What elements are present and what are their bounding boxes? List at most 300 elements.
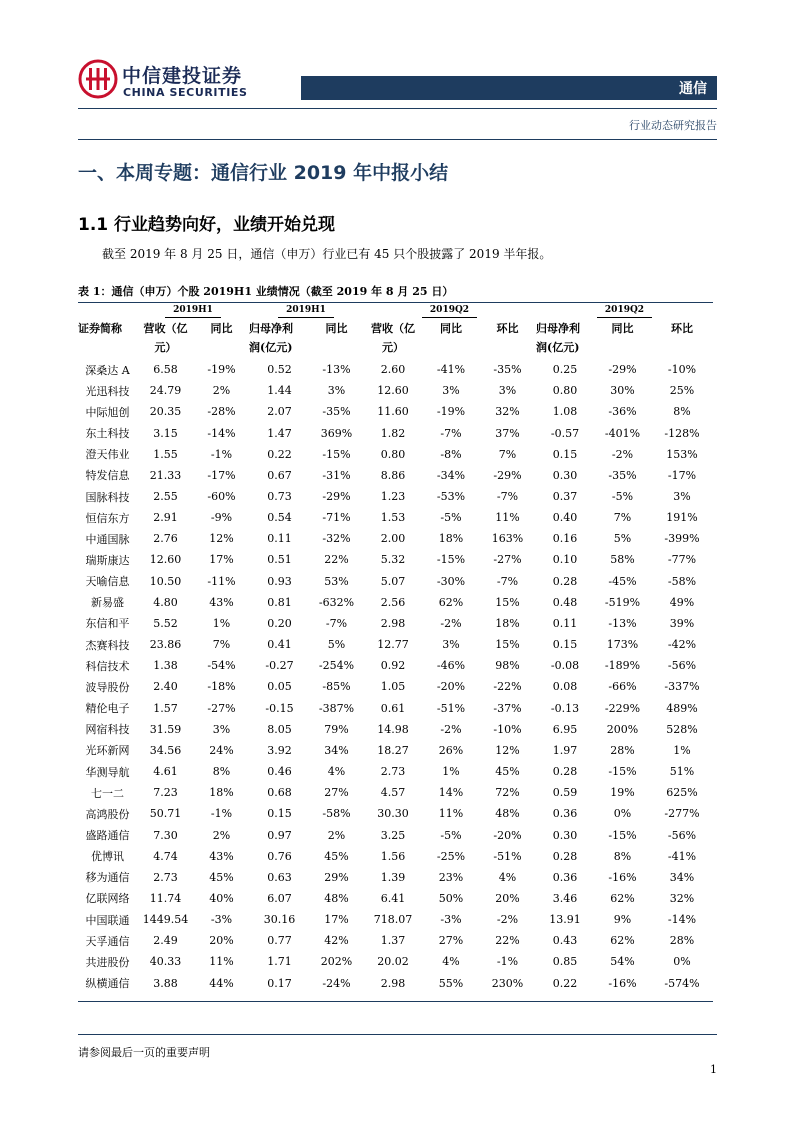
table-cell: 28% — [669, 934, 695, 948]
table-cell: 72% — [495, 786, 520, 800]
table-cell: 0.68 — [267, 786, 292, 800]
table-cell: -19% — [207, 363, 236, 377]
table-cell: -10% — [493, 722, 522, 736]
table-cell: -229% — [604, 701, 641, 715]
table-cell: 17% — [324, 913, 349, 927]
table-cell: 0.30 — [552, 828, 578, 842]
table-cell: 0.25 — [552, 363, 578, 377]
table-cell: 39% — [669, 616, 695, 630]
table-cell: 5% — [327, 638, 346, 652]
table-cell: -9% — [210, 511, 233, 525]
table-row — [78, 676, 713, 697]
stock-name-cell: 深桑达 A — [85, 363, 130, 377]
table-cell: 23.86 — [149, 638, 182, 652]
table-row — [78, 824, 713, 845]
table-row — [78, 359, 713, 380]
table-cell: 32% — [669, 891, 695, 905]
table-cell: -3% — [440, 913, 462, 927]
table-cell: 3% — [442, 638, 460, 652]
column-header — [594, 319, 651, 359]
column-header-line: 元） — [154, 341, 177, 354]
table-cell: 45% — [209, 870, 234, 884]
table-cell: 62% — [610, 934, 635, 948]
table-cell: 0.11 — [267, 532, 292, 546]
table-cell: 1.97 — [552, 743, 578, 757]
group-label: 2019H1 — [137, 304, 249, 319]
table-cell: 15% — [495, 638, 520, 652]
table-cell: 0.17 — [267, 976, 292, 990]
column-header-line: 环比 — [671, 322, 693, 335]
stock-name-cell: 光环新网 — [85, 744, 130, 758]
table-cell: -15% — [322, 447, 351, 461]
table-cell: 20.35 — [149, 405, 182, 419]
footer-divider — [78, 1034, 717, 1035]
table-cell: 32% — [495, 405, 520, 419]
table-cell: 14.98 — [377, 722, 409, 736]
table-cell: 0.15 — [552, 638, 578, 652]
table-cell: -387% — [318, 701, 355, 715]
table-cell: 489% — [666, 701, 698, 715]
table-cell: 11% — [495, 511, 520, 525]
table-cell: 625% — [666, 786, 698, 800]
column-header-line: 元） — [382, 341, 404, 354]
table-cell: 3.92 — [267, 743, 292, 757]
subsection-heading: 1.1 行业趋势向好，业绩开始兑现 — [78, 215, 336, 235]
table-cell: 29% — [324, 870, 349, 884]
table-cell: -20% — [493, 828, 522, 842]
table-cell: 0.81 — [267, 595, 292, 609]
column-header-line: 同比 — [611, 322, 634, 335]
table-cell: 49% — [669, 595, 695, 609]
table-cell: 43% — [209, 849, 234, 863]
table-cell: 0.85 — [552, 955, 578, 969]
table-cell: 12.60 — [377, 384, 409, 398]
section-heading: 一、本周专题：通信行业 2019 年中报小结 — [78, 162, 449, 184]
table-cell: 0.22 — [267, 447, 292, 461]
table-row — [78, 867, 713, 888]
table-cell: -2% — [440, 722, 462, 736]
table-cell: -1% — [496, 955, 519, 969]
table-cell: -35% — [493, 363, 522, 377]
table-cell: 0.54 — [267, 511, 292, 525]
table-cell: 0.73 — [267, 490, 292, 504]
table-cell: 45% — [324, 849, 349, 863]
table-cell: -254% — [318, 659, 355, 673]
table-cell: 18% — [438, 532, 464, 546]
table-cell: 3.25 — [380, 828, 406, 842]
table-cell: 13.91 — [549, 913, 581, 927]
table-cell: 0.20 — [267, 616, 292, 630]
table-cell: -277% — [664, 807, 700, 821]
table-cell: -77% — [667, 553, 697, 567]
table-cell: 0.10 — [552, 553, 578, 567]
table-cell: 19% — [610, 786, 635, 800]
table-cell: 3% — [442, 384, 460, 398]
table-top-rule — [78, 302, 713, 303]
table-cell: 7% — [212, 638, 231, 652]
table-cell: 23% — [438, 870, 464, 884]
table-cell: 2% — [212, 384, 231, 398]
table-cell: 24% — [209, 743, 234, 757]
table-cell: 2.98 — [380, 976, 406, 990]
table-cell: 2.73 — [153, 870, 178, 884]
table-cell: -20% — [436, 680, 466, 694]
table-cell: 30.30 — [377, 807, 409, 821]
table-cell: -7% — [496, 574, 519, 588]
table-cell: 4.74 — [153, 849, 178, 863]
table-cell: -14% — [207, 426, 236, 440]
table-cell: -42% — [667, 638, 697, 652]
table-cell: 0.52 — [267, 363, 292, 377]
table-cell: 0.80 — [380, 447, 406, 461]
table-cell: 6.95 — [552, 722, 578, 736]
table-cell: 8% — [613, 849, 632, 863]
table-cell: 24.79 — [149, 384, 182, 398]
stock-name-cell: 光迅科技 — [85, 384, 130, 398]
table-cell: -399% — [664, 532, 700, 546]
stock-name-cell: 中际旭创 — [85, 405, 130, 419]
table-row — [78, 740, 713, 761]
table-cell: 20% — [495, 891, 520, 905]
table-cell: 0.93 — [267, 574, 292, 588]
table-cell: -10% — [667, 363, 697, 377]
table-cell: 1.23 — [380, 490, 406, 504]
company-logo — [78, 59, 248, 103]
table-cell: 26% — [438, 743, 464, 757]
column-header — [423, 319, 479, 359]
table-cell: 0.67 — [267, 468, 292, 482]
table-cell: -189% — [604, 659, 641, 673]
citic-logo-icon — [78, 59, 118, 99]
table-cell: 0.05 — [267, 680, 292, 694]
table-cell: 58% — [610, 553, 635, 567]
table-row — [78, 930, 713, 951]
table-cell: -15% — [436, 553, 466, 567]
table-cell: 40% — [209, 891, 234, 905]
table-cell: 191% — [666, 511, 698, 525]
table-cell: -36% — [608, 405, 637, 419]
table-cell: -24% — [322, 976, 351, 990]
table-cell: 230% — [491, 976, 524, 990]
table-cell: -29% — [493, 468, 522, 482]
table-row — [78, 422, 713, 443]
table-cell: 62% — [438, 595, 464, 609]
table-cell: 0.08 — [552, 680, 578, 694]
table-cell: 50.71 — [149, 807, 182, 821]
table-cell: -5% — [611, 490, 634, 504]
table-cell: -2% — [496, 913, 519, 927]
table-cell: 1% — [673, 743, 691, 757]
column-header — [536, 319, 594, 359]
table-cell: 48% — [495, 807, 520, 821]
table-cell: 0% — [613, 807, 632, 821]
table-cell: 1.56 — [380, 849, 406, 863]
table-cell: -25% — [436, 849, 466, 863]
table-cell: 11.60 — [377, 405, 409, 419]
table-cell: 0.77 — [267, 934, 292, 948]
table-cell: 528% — [666, 722, 698, 736]
table-cell: 12% — [209, 532, 234, 546]
table-cell: -128% — [664, 426, 700, 440]
stock-name-cell: 科信技术 — [85, 659, 130, 673]
column-header-line: 证券简称 — [78, 322, 122, 335]
table-cell: 2.56 — [380, 595, 406, 609]
table-cell: 28% — [610, 743, 635, 757]
table-cell: -0.08 — [550, 659, 580, 673]
table-cell: 25% — [669, 384, 695, 398]
table-row — [78, 465, 713, 486]
table-cell: 0.16 — [552, 532, 578, 546]
table-cell: -5% — [440, 511, 462, 525]
table-row — [78, 571, 713, 592]
table-cell: 22% — [324, 553, 349, 567]
table-cell: 44% — [209, 976, 234, 990]
disclaimer-notice: 请参阅最后一页的重要声明 — [78, 1046, 210, 1059]
table-row — [78, 528, 713, 549]
table-cell: 2% — [327, 828, 346, 842]
table-row — [78, 613, 713, 634]
table-cell: 1.08 — [552, 405, 578, 419]
table-row — [78, 973, 713, 994]
table-cell: -17% — [667, 468, 697, 482]
table-cell: -28% — [207, 405, 236, 419]
intro-paragraph: 截至 2019 年 8 月 25 日，通信（申万）行业已有 45 只个股披露了 2019 半年报。 — [102, 247, 552, 261]
table-cell: 0.80 — [552, 384, 578, 398]
table-cell: 0.63 — [267, 870, 292, 884]
table-cell: 55% — [438, 976, 464, 990]
table-cell: 5.32 — [380, 553, 406, 567]
table-cell: 53% — [324, 574, 349, 588]
table-cell: 18% — [495, 616, 520, 630]
table-row — [78, 592, 713, 613]
table-cell: 0.92 — [380, 659, 406, 673]
table-cell: -0.13 — [550, 701, 580, 715]
table-cell: -29% — [322, 490, 351, 504]
table-cell: -58% — [667, 574, 697, 588]
table-row — [78, 380, 713, 401]
table-cell: 2.98 — [380, 616, 406, 630]
table-cell: -0.27 — [265, 659, 294, 673]
table-cell: 0.59 — [552, 786, 578, 800]
table-cell: 0.40 — [552, 511, 578, 525]
table-cell: 0.61 — [380, 701, 406, 715]
table-cell: 6.58 — [153, 363, 178, 377]
stock-name-cell: 特发信息 — [85, 469, 130, 483]
table-bottom-rule — [78, 1001, 713, 1002]
table-cell: -66% — [608, 680, 637, 694]
table-cell: 1.71 — [267, 955, 292, 969]
table-cell: -17% — [207, 468, 236, 482]
performance-table — [78, 304, 713, 994]
table-row — [78, 634, 713, 655]
table-cell: -16% — [608, 870, 637, 884]
table-cell: -13% — [608, 616, 637, 630]
table-cell: 1.47 — [267, 426, 292, 440]
table-cell: 0.97 — [267, 828, 292, 842]
table-cell: -22% — [493, 680, 522, 694]
column-header-line: 归母净利 — [249, 322, 293, 335]
group-label: 2019H1 — [249, 304, 363, 319]
table-cell: 173% — [606, 638, 639, 652]
table-cell: 0.28 — [552, 765, 578, 779]
table-cell: 0.28 — [552, 849, 578, 863]
header-divider — [78, 108, 717, 109]
table-cell: 4% — [498, 870, 517, 884]
table-cell: -15% — [608, 828, 637, 842]
table-cell: 20.02 — [377, 955, 409, 969]
table-cell: -0.57 — [550, 426, 580, 440]
table-cell: -14% — [667, 913, 697, 927]
table-cell: 1.44 — [267, 384, 292, 398]
table-cell: -37% — [493, 701, 522, 715]
table-cell: -11% — [207, 574, 236, 588]
stock-name-cell: 共进股份 — [85, 955, 130, 969]
table-cell: -53% — [436, 490, 466, 504]
table-cell: 11% — [209, 955, 234, 969]
table-cell: 27% — [324, 786, 349, 800]
table-row — [78, 507, 713, 528]
table-cell: 1.05 — [380, 680, 406, 694]
table-cell: 8% — [673, 405, 691, 419]
table-cell: 22% — [495, 934, 520, 948]
table-cell: 1% — [212, 616, 231, 630]
table-cell: 5% — [613, 532, 632, 546]
stock-name-cell: 纵横通信 — [85, 977, 130, 991]
table-cell: -519% — [604, 595, 641, 609]
table-cell: 37% — [495, 426, 520, 440]
column-header-line: 同比 — [210, 322, 233, 335]
table-cell: 48% — [324, 891, 349, 905]
column-header-line: 营收（亿 — [143, 322, 188, 335]
table-cell: 7% — [613, 511, 632, 525]
column-header-line: 同比 — [325, 322, 348, 335]
column-header-line: 营收（亿 — [371, 322, 415, 335]
column-header — [78, 319, 137, 359]
column-header-line: 归母净利 — [536, 322, 580, 335]
table-cell: 2.40 — [153, 680, 178, 694]
table-cell: 15% — [495, 595, 520, 609]
table-row — [78, 782, 713, 803]
table-cell: -60% — [207, 490, 236, 504]
table-cell: 45% — [495, 765, 520, 779]
table-cell: 1.39 — [380, 870, 406, 884]
table-column-header — [78, 319, 713, 359]
table-cell: 54% — [610, 955, 635, 969]
table-cell: -30% — [436, 574, 466, 588]
table-cell: 42% — [324, 934, 349, 948]
table-row — [78, 486, 713, 507]
stock-name-cell: 国脉科技 — [85, 490, 130, 504]
table-cell: 7% — [498, 447, 517, 461]
table-cell: 11% — [438, 807, 464, 821]
table-cell: 5.07 — [380, 574, 406, 588]
table-cell: 30% — [610, 384, 635, 398]
table-cell: 21.33 — [149, 468, 182, 482]
table-cell: 3% — [212, 722, 231, 736]
section-tag: 通信 — [679, 81, 707, 97]
table-cell: 200% — [606, 722, 639, 736]
logo-chinese-name: 中信建投证券 — [122, 65, 243, 87]
table-cell: 1.53 — [380, 511, 406, 525]
table-row — [78, 401, 713, 422]
table-cell: -51% — [436, 701, 466, 715]
table-cell: -45% — [608, 574, 637, 588]
logo-english-name: CHINA SECURITIES — [123, 86, 248, 99]
table-cell: 1.82 — [380, 426, 406, 440]
table-cell: -7% — [440, 426, 462, 440]
table-row — [78, 444, 713, 465]
table-cell: 34.56 — [149, 743, 182, 757]
table-cell: 7.23 — [153, 786, 178, 800]
table-cell: -1% — [210, 807, 233, 821]
table-cell: 0.41 — [267, 638, 292, 652]
stock-name-cell: 澄天伟业 — [85, 448, 130, 462]
column-header — [137, 319, 194, 359]
table-cell: 50% — [438, 891, 464, 905]
table-row — [78, 909, 713, 930]
table-cell: 0.22 — [552, 976, 578, 990]
table-cell: 369% — [320, 426, 353, 440]
table-cell: 0.37 — [552, 490, 578, 504]
table-cell: -3% — [210, 913, 233, 927]
table-cell: 4% — [442, 955, 460, 969]
column-header-line: 润(亿元) — [249, 341, 293, 354]
table-cell: 0.15 — [267, 807, 292, 821]
table-cell: -574% — [664, 976, 700, 990]
table-cell: 0.43 — [552, 934, 578, 948]
table-cell: 0.48 — [552, 595, 578, 609]
column-header-line: 同比 — [440, 322, 462, 335]
table-cell: 98% — [495, 659, 520, 673]
table-cell: 0.46 — [267, 765, 292, 779]
table-cell: -71% — [322, 511, 351, 525]
table-cell: -18% — [207, 680, 236, 694]
table-cell: 1.57 — [153, 701, 178, 715]
table-cell: -7% — [496, 490, 519, 504]
table-cell: -34% — [436, 468, 466, 482]
table-cell: 1.55 — [153, 447, 178, 461]
table-cell: 153% — [666, 447, 698, 461]
table-cell: -51% — [493, 849, 522, 863]
stock-name-cell: 亿联网络 — [85, 892, 130, 906]
table-cell: 1.37 — [380, 934, 406, 948]
column-header — [310, 319, 363, 359]
table-cell: -13% — [322, 363, 351, 377]
table-cell: 3% — [327, 384, 346, 398]
table-cell: -41% — [436, 363, 466, 377]
table-cell: 62% — [610, 891, 635, 905]
stock-name-cell: 波导股份 — [85, 680, 130, 694]
stock-name-cell: 天喻信息 — [85, 575, 130, 589]
table-cell: 2.73 — [380, 765, 406, 779]
table-cell: 31.59 — [149, 722, 182, 736]
table-cell: 34% — [324, 743, 349, 757]
table-cell: -85% — [322, 680, 351, 694]
table-cell: 17% — [209, 553, 234, 567]
table-cell: 6.07 — [267, 891, 292, 905]
table-row — [78, 655, 713, 676]
stock-name-cell: 七一二 — [91, 786, 124, 800]
table-cell: 3.15 — [153, 426, 178, 440]
stock-name-cell: 杰赛科技 — [85, 638, 130, 652]
table-group-header — [78, 304, 713, 319]
table-cell: 40.33 — [149, 955, 182, 969]
table-cell: 1.38 — [153, 659, 178, 673]
stock-name-cell: 天孚通信 — [85, 934, 130, 948]
table-cell: -1% — [210, 447, 233, 461]
column-header — [651, 319, 713, 359]
table-cell: 0.11 — [552, 616, 578, 630]
